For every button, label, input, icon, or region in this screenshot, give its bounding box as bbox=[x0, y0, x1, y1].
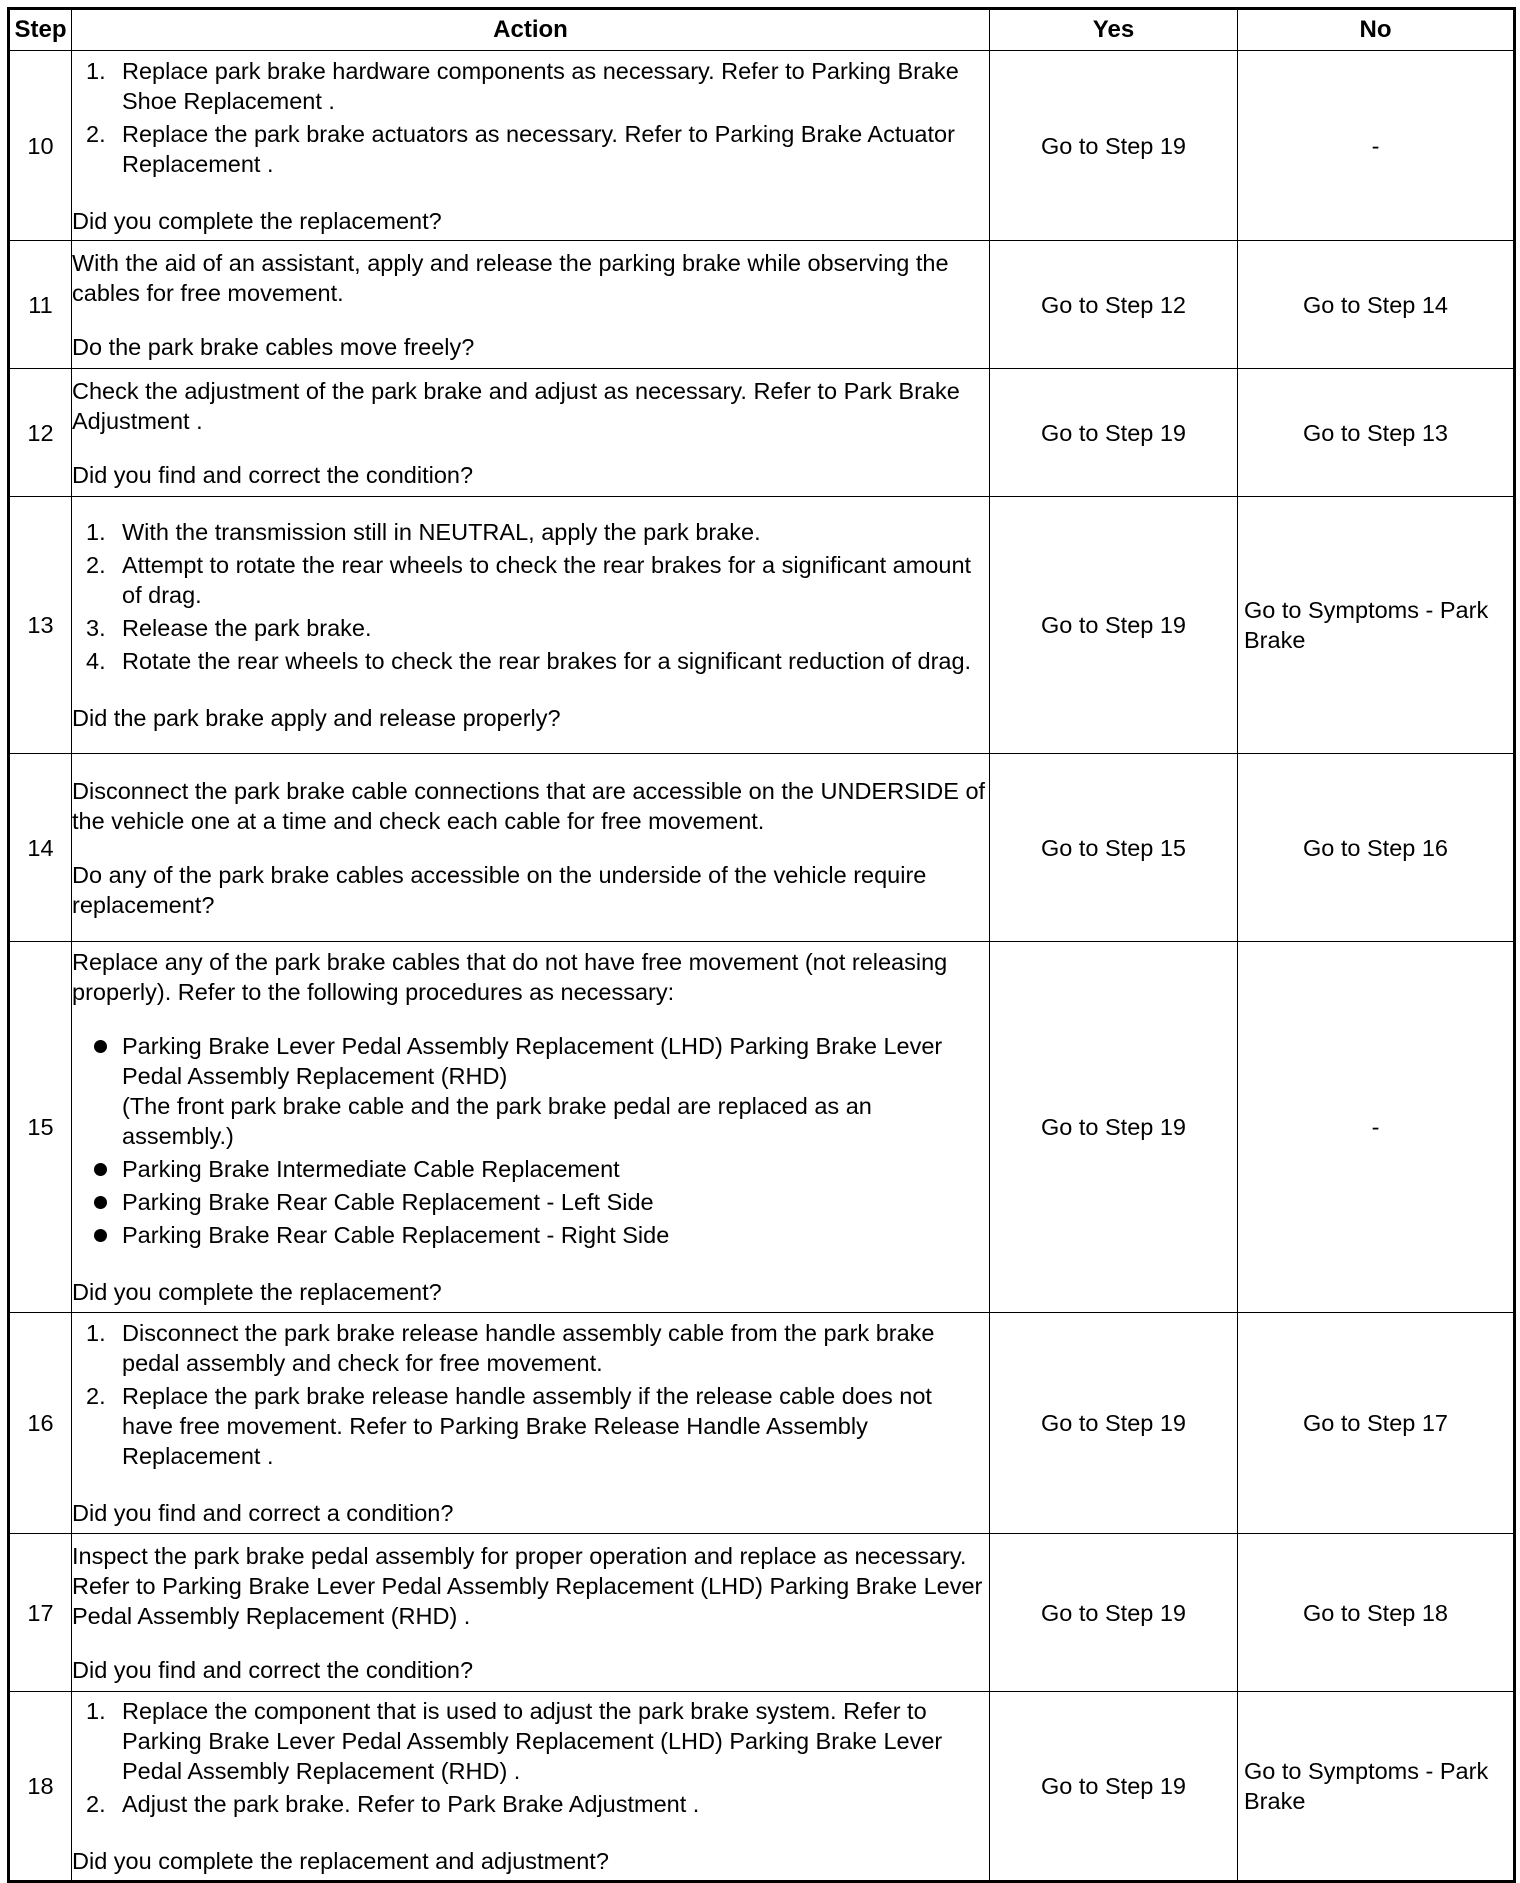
yes-cell: Go to Step 19 bbox=[990, 369, 1238, 497]
header-row bbox=[9, 9, 1515, 51]
table-row bbox=[9, 241, 1515, 369]
step-number: 17 bbox=[9, 1534, 72, 1692]
header-yes: Yes bbox=[990, 9, 1238, 51]
instruction: With the aid of an assistant, apply and release the parking brake while observing the cables for free movement. bbox=[72, 249, 949, 306]
step-number: 18 bbox=[9, 1692, 72, 1882]
instruction: Check the adjustment of the park brake and adjust as necessary. Refer to Park Brake Adjustment . bbox=[72, 377, 960, 434]
list-item: 1. With the transmission still in NEUTRAL, apply the park brake. bbox=[86, 519, 761, 545]
header-no: No bbox=[1238, 9, 1515, 51]
bullet-icon bbox=[94, 1196, 107, 1209]
yes-cell: Go to Step 19 bbox=[990, 1313, 1238, 1534]
list-item: Parking Brake Rear Cable Replacement - Left Side bbox=[72, 1187, 989, 1217]
step-number: 10 bbox=[9, 51, 72, 241]
action-cell bbox=[72, 1692, 990, 1882]
no-cell: Go to Step 18 bbox=[1238, 1534, 1515, 1692]
question: Did you complete the replacement? bbox=[72, 207, 442, 234]
list-item: Parking Brake Rear Cable Replacement - Right Side bbox=[72, 1220, 989, 1250]
no-cell: - bbox=[1238, 942, 1515, 1313]
no-cell: Go to Step 13 bbox=[1238, 369, 1515, 497]
yes-cell: Go to Step 15 bbox=[990, 754, 1238, 942]
numbered-list bbox=[72, 1318, 989, 1471]
step-number: 11 bbox=[9, 241, 72, 369]
list-item: 4. Rotate the rear wheels to check the rear brakes for a significant reduction of drag. bbox=[86, 648, 972, 674]
list-item: 2. Attempt to rotate the rear wheels to check the rear brakes for a significant amount of drag. bbox=[86, 552, 972, 608]
diagnostic-table bbox=[7, 7, 1516, 1883]
yes-cell: Go to Step 12 bbox=[990, 241, 1238, 369]
action-cell bbox=[72, 754, 990, 942]
table-row bbox=[9, 1692, 1515, 1882]
table-row bbox=[9, 754, 1515, 942]
list-item: 1. Replace the component that is used to adjust the park brake system. Refer to Parking Brake Lever Pedal Assembly Replacement (LHD) Parking Brake Lever Pedal Assembly Replacement (RHD) . bbox=[86, 1698, 943, 1784]
list-item: 1. Replace park brake hardware components as necessary. Refer to Parking Brake Shoe Replacement . bbox=[86, 57, 959, 114]
no-cell: Go to Step 17 bbox=[1238, 1313, 1515, 1534]
question: Did you find and correct the condition? bbox=[72, 1656, 474, 1683]
list-item: 1. Disconnect the park brake release handle assembly cable from the park brake pedal assembly and check for free movement. bbox=[86, 1320, 935, 1376]
question: Did you complete the replacement and adjustment? bbox=[72, 1848, 609, 1874]
bullet-icon bbox=[94, 1229, 107, 1242]
no-cell: - bbox=[1238, 51, 1515, 241]
header-action: Action bbox=[72, 9, 990, 51]
action-cell bbox=[72, 241, 990, 369]
table-row bbox=[9, 1313, 1515, 1534]
bullet-note: (The front park brake cable and the park brake pedal are replaced as an assembly.) bbox=[122, 1093, 872, 1149]
question: Did the park brake apply and release properly? bbox=[72, 705, 561, 731]
bullet-list bbox=[72, 1031, 989, 1250]
question: Do any of the park brake cables accessible on the underside of the vehicle require replacement? bbox=[72, 861, 927, 918]
yes-cell: Go to Step 19 bbox=[990, 942, 1238, 1313]
question: Did you find and correct the condition? bbox=[72, 461, 474, 488]
list-item: Parking Brake Intermediate Cable Replacement bbox=[72, 1154, 989, 1184]
step-number: 14 bbox=[9, 754, 72, 942]
question: Do the park brake cables move freely? bbox=[72, 333, 475, 360]
table-row bbox=[9, 497, 1515, 754]
action-cell bbox=[72, 1534, 990, 1692]
step-number: 16 bbox=[9, 1313, 72, 1534]
no-cell: Go to Step 14 bbox=[1238, 241, 1515, 369]
action-cell bbox=[72, 497, 990, 754]
list-item: Parking Brake Lever Pedal Assembly Replacement (LHD) Parking Brake Lever Pedal Assembly Replacement (RHD) (The front park brake cable and the park brake pedal are replaced as an assembly.) bbox=[72, 1031, 989, 1151]
action-cell bbox=[72, 369, 990, 497]
list-item: 2. Adjust the park brake. Refer to Park Brake Adjustment . bbox=[86, 1791, 700, 1817]
header-step: Step bbox=[9, 9, 72, 51]
table-row bbox=[9, 51, 1515, 241]
no-cell: Go to Symptoms - Park Brake bbox=[1238, 1692, 1515, 1882]
no-cell: Go to Step 16 bbox=[1238, 754, 1515, 942]
instruction: Replace any of the park brake cables that do not have free movement (not releasing properly). Refer to the following procedures as necessary: bbox=[72, 949, 948, 1005]
step-number: 12 bbox=[9, 369, 72, 497]
instruction: Disconnect the park brake cable connections that are accessible on the UNDERSIDE of the vehicle one at a time and check each cable for free movement. bbox=[72, 777, 986, 834]
numbered-list bbox=[72, 1696, 989, 1819]
action-cell bbox=[72, 1313, 990, 1534]
yes-cell: Go to Step 19 bbox=[990, 1534, 1238, 1692]
table-row bbox=[9, 942, 1515, 1313]
question: Did you find and correct a condition? bbox=[72, 1500, 454, 1526]
action-cell bbox=[72, 51, 990, 241]
numbered-list bbox=[72, 517, 989, 676]
list-item: 2. Replace the park brake release handle assembly if the release cable does not have free movement. Refer to Parking Brake Release Handle Assembly Replacement . bbox=[86, 1383, 932, 1469]
list-item: 3. Release the park brake. bbox=[86, 615, 372, 641]
table-row bbox=[9, 369, 1515, 497]
numbered-list bbox=[72, 56, 989, 179]
yes-cell: Go to Step 19 bbox=[990, 497, 1238, 754]
yes-cell: Go to Step 19 bbox=[990, 1692, 1238, 1882]
instruction: Inspect the park brake pedal assembly for proper operation and replace as necessary. Refer to Parking Brake Lever Pedal Assembly Replacement (LHD) Parking Brake Lever Pedal Assembly Replacement (RHD) . bbox=[72, 1542, 983, 1629]
step-number: 13 bbox=[9, 497, 72, 754]
question: Did you complete the replacement? bbox=[72, 1279, 442, 1305]
yes-cell: Go to Step 19 bbox=[990, 51, 1238, 241]
table-row bbox=[9, 1534, 1515, 1692]
no-cell: Go to Symptoms - Park Brake bbox=[1238, 497, 1515, 754]
step-number: 15 bbox=[9, 942, 72, 1313]
list-item: 2. Replace the park brake actuators as necessary. Refer to Parking Brake Actuator Replacement . bbox=[86, 120, 955, 177]
bullet-icon bbox=[94, 1163, 107, 1176]
action-cell bbox=[72, 942, 990, 1313]
bullet-icon bbox=[94, 1040, 107, 1053]
